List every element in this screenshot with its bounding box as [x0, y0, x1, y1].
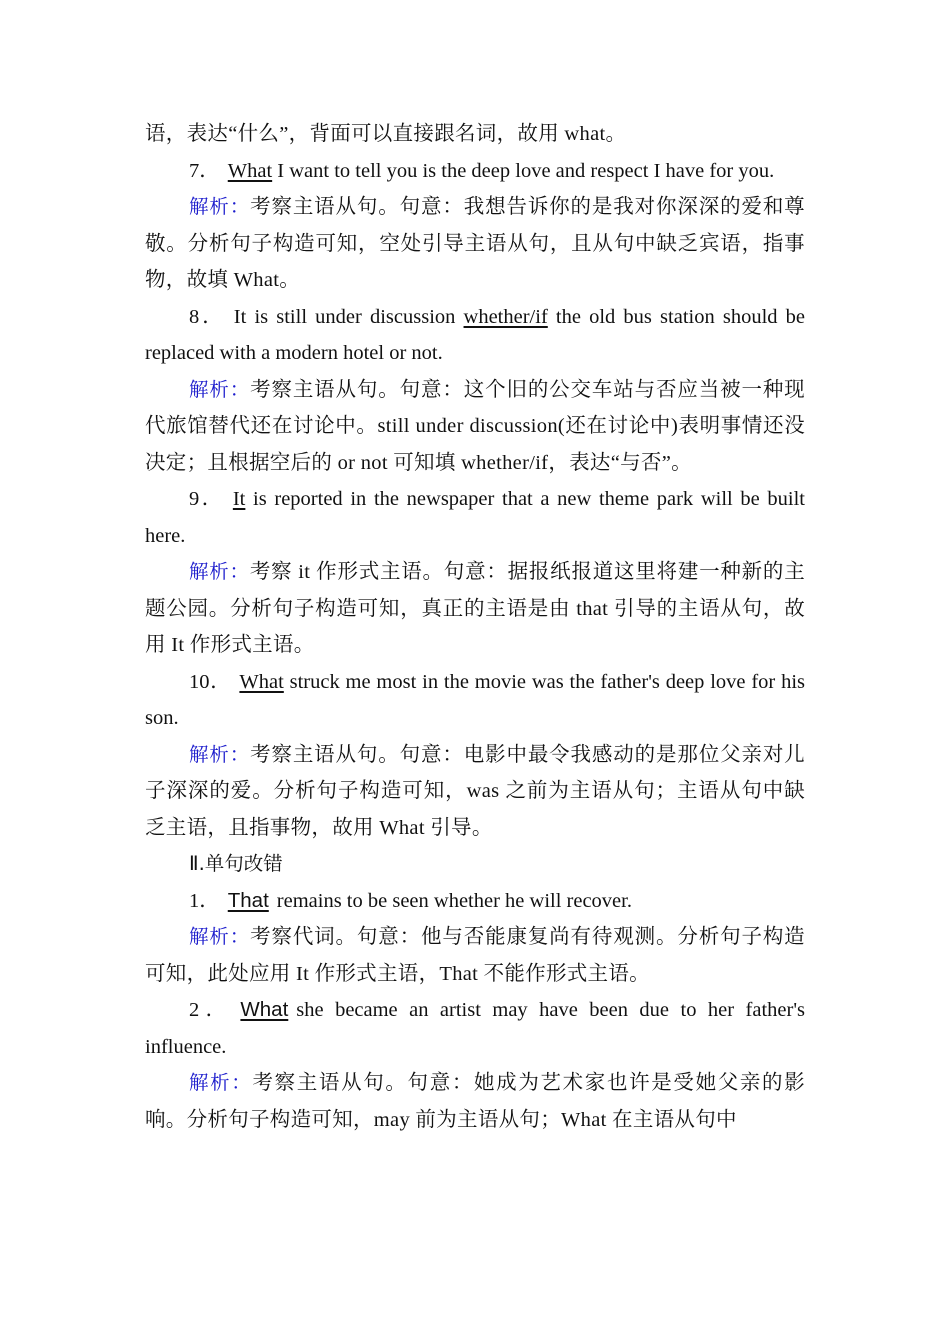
- answer-blank: What: [239, 670, 284, 693]
- question-text-before: It is still under discussion: [233, 305, 464, 328]
- explanation-8: [145, 372, 805, 482]
- question-text: struck me most in the movie was the father's deep love for his son.: [145, 670, 805, 729]
- question-text: the old bus station should be replaced with a modern hotel or not.: [145, 305, 806, 364]
- explanation-text: 考察代词。句意：他与否能康复尚有待观测。分析句子构造可知，此处应用 It 作形式主语，That 不能作形式主语。: [145, 926, 805, 985]
- question-text: remains to be seen whether he will recover.: [276, 889, 632, 912]
- correction-2: [145, 992, 805, 1065]
- explanation-text: 考察 it 作形式主语。句意：据报纸报道这里将建一种新的主题公园。分析句子构造可知，真正的主语是由 that 引导的主语从句，故用 It 作形式主语。: [145, 561, 805, 656]
- question-8: [145, 299, 805, 372]
- answer-blank: That: [227, 888, 269, 912]
- question-number: 8．: [189, 305, 226, 328]
- explanation-7: [145, 189, 805, 299]
- document-page: [145, 116, 805, 1138]
- explanation-text: 考察主语从句。句意：电影中最令我感动的是那位父亲对儿子深深的爱。分析句子构造可知，was 之前为主语从句；主语从句中缺乏主语，且指事物，故用 What 引导。: [145, 743, 805, 839]
- explanation-text: 考察主语从句。句意：我想告诉你的是我对你深深的爱和尊敬。分析句子构造可知，空处引导主语从句，且从句中缺乏宾语，指事物，故填 What。: [145, 196, 805, 291]
- explanation-text: 考察主语从句。句意：这个旧的公交车站与否应当被一种现代旅馆替代还在讨论中。still under discussion(还在讨论中)表明事情还没决定；且根据空后的 or not 可知填 whether/if，表达“与否”。: [145, 378, 805, 474]
- explanation-label: 解析：: [189, 925, 251, 948]
- section-title: Ⅱ.单句改错: [189, 852, 283, 875]
- explanation-label: 解析：: [189, 560, 250, 583]
- question-number: 7．: [189, 159, 220, 182]
- answer-blank: whether/if: [463, 305, 548, 328]
- explanation-label: 解析：: [189, 195, 251, 218]
- question-text: I want to tell you is the deep love and respect I have for you.: [272, 159, 775, 182]
- explanation-10: [145, 737, 805, 847]
- correction-1: [145, 883, 805, 920]
- question-9: [145, 481, 805, 554]
- answer-blank: What: [240, 998, 289, 1021]
- correction-explanation-2: [145, 1065, 805, 1138]
- explanation-continuation: 语，表达“什么”，背面可以直接跟名词，故用 what。: [145, 123, 627, 145]
- explanation-label: 解析：: [189, 377, 251, 401]
- explanation-label: 解析：: [189, 1071, 253, 1094]
- explanation-label: 解析：: [189, 742, 251, 766]
- question-number: 9．: [189, 488, 225, 510]
- question-10: [145, 664, 805, 737]
- question-text: is reported in the newspaper that a new theme park will be built here.: [145, 488, 806, 547]
- question-number: 1．: [189, 889, 220, 912]
- question-number: 2．: [189, 999, 233, 1021]
- question-7: [145, 153, 805, 190]
- answer-blank: It: [232, 488, 246, 510]
- explanation-9: [145, 554, 805, 664]
- question-number: 10．: [189, 670, 232, 693]
- question-text: she became an artist may have been due to her father's influence.: [145, 999, 805, 1058]
- explanation-text: 考察主语从句。句意：她成为艺术家也许是受她父亲的影响。分析句子构造可知，may 前为主语从句；What 在主语从句中: [145, 1072, 805, 1131]
- answer-blank: What: [227, 159, 273, 182]
- correction-explanation-1: [145, 919, 805, 992]
